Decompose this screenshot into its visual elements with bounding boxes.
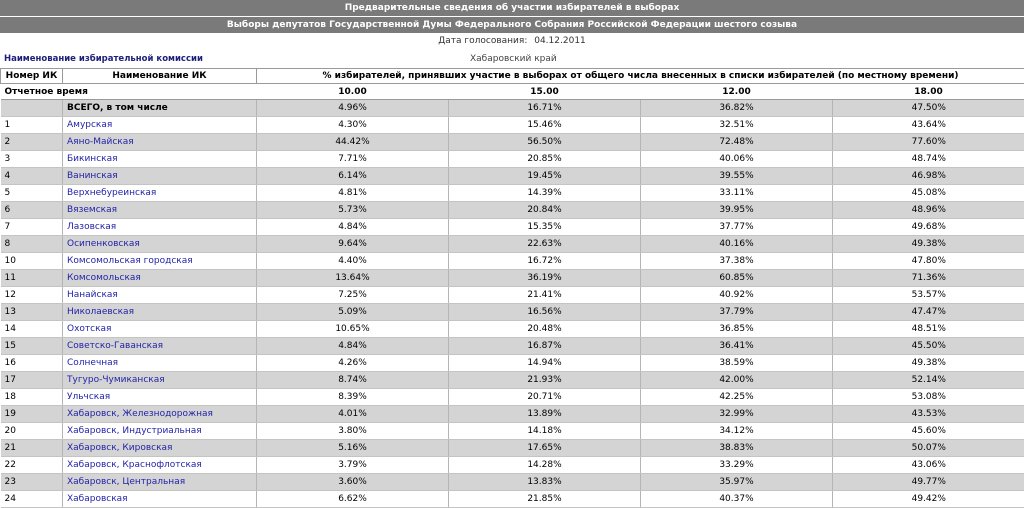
turnout-value: 5.73%: [257, 202, 449, 219]
turnout-value: 40.37%: [641, 491, 833, 508]
commission-line: [0, 50, 1024, 68]
time-header: 15.00: [449, 84, 641, 100]
turnout-value: 33.29%: [641, 457, 833, 474]
ik-name-cell: [63, 185, 257, 202]
turnout-value: 20.84%: [449, 202, 641, 219]
turnout-value: 3.60%: [257, 474, 449, 491]
ik-name-link[interactable]: Аяно-Майская: [67, 137, 134, 147]
election-title: Выборы депутатов Государственной Думы Федерального Собрания Российской Федерации шестого созыва: [0, 17, 1024, 33]
turnout-value: 17.65%: [449, 440, 641, 457]
ik-number: 14: [1, 321, 63, 338]
table-row: [1, 389, 1024, 406]
turnout-value: 42.00%: [641, 372, 833, 389]
turnout-value: 20.85%: [449, 151, 641, 168]
turnout-value: 53.08%: [833, 389, 1024, 406]
col-header-name: Наименование ИК: [63, 69, 257, 84]
ik-name-cell: [63, 457, 257, 474]
turnout-value: 21.85%: [449, 491, 641, 508]
table-row: [1, 134, 1024, 151]
turnout-value: 10.65%: [257, 321, 449, 338]
table-row: [1, 474, 1024, 491]
ik-name-link[interactable]: Бикинская: [67, 154, 118, 164]
turnout-value: 40.16%: [641, 236, 833, 253]
ik-number: 22: [1, 457, 63, 474]
turnout-table: [0, 68, 1024, 508]
turnout-value: 38.59%: [641, 355, 833, 372]
vote-date: [0, 33, 1024, 50]
turnout-value: 48.96%: [833, 202, 1024, 219]
table-row: [1, 117, 1024, 134]
turnout-value: 14.18%: [449, 423, 641, 440]
turnout-value: 8.39%: [257, 389, 449, 406]
turnout-value: 47.80%: [833, 253, 1024, 270]
turnout-value: 45.60%: [833, 423, 1024, 440]
ik-name-link[interactable]: Хабаровская: [67, 494, 128, 504]
turnout-value: 4.84%: [257, 219, 449, 236]
ik-number: 11: [1, 270, 63, 287]
ik-name-cell: [63, 338, 257, 355]
turnout-value: 72.48%: [641, 134, 833, 151]
ik-number: 23: [1, 474, 63, 491]
turnout-value: 43.64%: [833, 117, 1024, 134]
table-header-row: [1, 69, 1024, 84]
ik-name-link[interactable]: Хабаровск, Центральная: [67, 477, 185, 487]
ik-name-cell: [63, 389, 257, 406]
ik-name-cell: [63, 423, 257, 440]
turnout-value: 52.14%: [833, 372, 1024, 389]
turnout-value: 4.01%: [257, 406, 449, 423]
table-row: [1, 491, 1024, 508]
turnout-value: 21.41%: [449, 287, 641, 304]
table-row: [1, 287, 1024, 304]
turnout-value: 43.53%: [833, 406, 1024, 423]
turnout-value: 77.60%: [833, 134, 1024, 151]
total-row: [1, 100, 1024, 117]
turnout-value: 15.46%: [449, 117, 641, 134]
time-header: 18.00: [833, 84, 1024, 100]
ik-name-link[interactable]: Ванинская: [67, 171, 118, 181]
turnout-value: 46.98%: [833, 168, 1024, 185]
table-row: [1, 406, 1024, 423]
turnout-value: 45.08%: [833, 185, 1024, 202]
ik-name-cell: [63, 406, 257, 423]
table-row: [1, 270, 1024, 287]
total-value: 4.96%: [257, 100, 449, 117]
turnout-value: 19.45%: [449, 168, 641, 185]
turnout-value: 34.12%: [641, 423, 833, 440]
turnout-value: 56.50%: [449, 134, 641, 151]
ik-name-cell: [63, 168, 257, 185]
ik-number: 13: [1, 304, 63, 321]
turnout-value: 4.26%: [257, 355, 449, 372]
ik-number: 20: [1, 423, 63, 440]
turnout-value: 15.35%: [449, 219, 641, 236]
ik-number: 10: [1, 253, 63, 270]
turnout-value: 3.79%: [257, 457, 449, 474]
ik-number: 5: [1, 185, 63, 202]
ik-number: 18: [1, 389, 63, 406]
ik-name-cell: [63, 117, 257, 134]
ik-number: 7: [1, 219, 63, 236]
table-row: [1, 219, 1024, 236]
ik-name-link[interactable]: Охотская: [67, 324, 111, 334]
ik-name-link[interactable]: Хабаровск, Краснофлотская: [67, 460, 202, 470]
turnout-value: 7.71%: [257, 151, 449, 168]
table-row: [1, 372, 1024, 389]
turnout-value: 48.51%: [833, 321, 1024, 338]
ik-name-link[interactable]: Тугуро-Чумиканская: [67, 375, 165, 385]
turnout-value: 6.14%: [257, 168, 449, 185]
commission-label: Наименование избирательной комиссии: [4, 50, 203, 68]
turnout-value: 37.79%: [641, 304, 833, 321]
total-value: 47.50%: [833, 100, 1024, 117]
turnout-value: 37.38%: [641, 253, 833, 270]
turnout-value: 36.85%: [641, 321, 833, 338]
turnout-value: 33.11%: [641, 185, 833, 202]
turnout-value: 20.48%: [449, 321, 641, 338]
turnout-value: 16.56%: [449, 304, 641, 321]
turnout-value: 16.72%: [449, 253, 641, 270]
ik-name-cell: [63, 253, 257, 270]
turnout-value: 14.28%: [449, 457, 641, 474]
total-name: ВСЕГО, в том числе: [63, 100, 257, 117]
ik-name-cell: [63, 372, 257, 389]
ik-number: 17: [1, 372, 63, 389]
ik-name-cell: [63, 134, 257, 151]
ik-name-cell: [63, 219, 257, 236]
turnout-value: 49.77%: [833, 474, 1024, 491]
turnout-value: 4.40%: [257, 253, 449, 270]
turnout-value: 20.71%: [449, 389, 641, 406]
turnout-value: 71.36%: [833, 270, 1024, 287]
turnout-value: 36.41%: [641, 338, 833, 355]
turnout-value: 5.16%: [257, 440, 449, 457]
ik-number: 1: [1, 117, 63, 134]
ik-name-link[interactable]: Амурская: [67, 120, 112, 130]
col-header-pct: % избирателей, принявших участие в выборах от общего числа внесенных в списки избирателей (по местному времени): [257, 69, 1024, 84]
ik-number: 3: [1, 151, 63, 168]
table-row: [1, 355, 1024, 372]
ik-name-cell: [63, 321, 257, 338]
ik-name-link[interactable]: Верхнебуреинская: [67, 188, 156, 198]
ik-name-link[interactable]: Лазовская: [67, 222, 116, 232]
turnout-value: 8.74%: [257, 372, 449, 389]
turnout-value: 4.84%: [257, 338, 449, 355]
table-row: [1, 338, 1024, 355]
ik-name-cell: [63, 236, 257, 253]
commission-value: Хабаровский край: [470, 50, 557, 68]
vote-date-label: Дата голосования:: [438, 36, 527, 46]
ik-name-link[interactable]: Николаевская: [67, 307, 134, 317]
page-title: Предварительные сведения об участии избирателей в выборах: [0, 0, 1024, 17]
turnout-value: 43.06%: [833, 457, 1024, 474]
turnout-value: 32.99%: [641, 406, 833, 423]
turnout-value: 38.83%: [641, 440, 833, 457]
table-row: [1, 202, 1024, 219]
ik-number: 19: [1, 406, 63, 423]
turnout-value: 42.25%: [641, 389, 833, 406]
ik-name-link[interactable]: Вяземская: [67, 205, 117, 215]
turnout-value: 40.06%: [641, 151, 833, 168]
turnout-value: 4.30%: [257, 117, 449, 134]
col-header-num: Номер ИК: [1, 69, 63, 84]
turnout-value: 35.97%: [641, 474, 833, 491]
turnout-value: 49.42%: [833, 491, 1024, 508]
ik-name-link[interactable]: Хабаровск, Индустриальная: [67, 426, 202, 436]
table-row: [1, 321, 1024, 338]
ik-name-link[interactable]: Комсомольская: [67, 273, 141, 283]
total-value: 36.82%: [641, 100, 833, 117]
ik-number: 21: [1, 440, 63, 457]
table-row: [1, 168, 1024, 185]
ik-name-cell: [63, 151, 257, 168]
turnout-value: 21.93%: [449, 372, 641, 389]
turnout-value: 13.83%: [449, 474, 641, 491]
table-row: [1, 423, 1024, 440]
total-num-cell: [1, 100, 63, 117]
ik-name-link[interactable]: Советско-Гаванская: [67, 341, 163, 351]
turnout-value: 16.87%: [449, 338, 641, 355]
time-header: 10.00: [257, 84, 449, 100]
turnout-value: 39.95%: [641, 202, 833, 219]
ik-number: 8: [1, 236, 63, 253]
table-row: [1, 253, 1024, 270]
turnout-value: 37.77%: [641, 219, 833, 236]
ik-number: 6: [1, 202, 63, 219]
ik-name-cell: [63, 202, 257, 219]
turnout-value: 39.55%: [641, 168, 833, 185]
turnout-value: 44.42%: [257, 134, 449, 151]
turnout-value: 9.64%: [257, 236, 449, 253]
turnout-value: 4.81%: [257, 185, 449, 202]
turnout-value: 13.89%: [449, 406, 641, 423]
turnout-value: 22.63%: [449, 236, 641, 253]
ik-name-cell: [63, 287, 257, 304]
total-value: 16.71%: [449, 100, 641, 117]
ik-name-link[interactable]: Хабаровск, Кировская: [67, 443, 172, 453]
ik-number: 12: [1, 287, 63, 304]
ik-number: 2: [1, 134, 63, 151]
time-header: 12.00: [641, 84, 833, 100]
ik-name-link[interactable]: Ульчская: [67, 392, 110, 402]
turnout-value: 14.39%: [449, 185, 641, 202]
turnout-value: 53.57%: [833, 287, 1024, 304]
table-row: [1, 236, 1024, 253]
ik-number: 24: [1, 491, 63, 508]
ik-name-cell: [63, 440, 257, 457]
table-row: [1, 304, 1024, 321]
ik-number: 15: [1, 338, 63, 355]
ik-name-cell: [63, 355, 257, 372]
table-row: [1, 457, 1024, 474]
ik-number: 16: [1, 355, 63, 372]
turnout-value: 6.62%: [257, 491, 449, 508]
turnout-value: 7.25%: [257, 287, 449, 304]
vote-date-value: 04.12.2011: [534, 36, 586, 46]
turnout-value: 5.09%: [257, 304, 449, 321]
ik-name-cell: [63, 270, 257, 287]
ik-name-link[interactable]: Комсомольская городская: [67, 256, 193, 266]
table-row: [1, 440, 1024, 457]
turnout-value: 47.47%: [833, 304, 1024, 321]
ik-name-link[interactable]: Хабаровск, Железнодорожная: [67, 409, 213, 419]
turnout-value: 50.07%: [833, 440, 1024, 457]
turnout-value: 40.92%: [641, 287, 833, 304]
turnout-value: 14.94%: [449, 355, 641, 372]
ik-name-link[interactable]: Солнечная: [67, 358, 118, 368]
turnout-value: 32.51%: [641, 117, 833, 134]
ik-name-cell: [63, 491, 257, 508]
table-row: [1, 151, 1024, 168]
table-row: [1, 185, 1024, 202]
turnout-value: 48.74%: [833, 151, 1024, 168]
turnout-value: 3.80%: [257, 423, 449, 440]
turnout-value: 13.64%: [257, 270, 449, 287]
turnout-value: 60.85%: [641, 270, 833, 287]
report-time-label: Отчетное время: [1, 84, 257, 100]
turnout-value: 49.68%: [833, 219, 1024, 236]
ik-name-link[interactable]: Нанайская: [67, 290, 118, 300]
report-time-row: [1, 84, 1024, 100]
ik-name-link[interactable]: Осипенковская: [67, 239, 140, 249]
ik-name-cell: [63, 474, 257, 491]
turnout-value: 36.19%: [449, 270, 641, 287]
ik-name-cell: [63, 304, 257, 321]
turnout-value: 45.50%: [833, 338, 1024, 355]
turnout-value: 49.38%: [833, 236, 1024, 253]
ik-number: 4: [1, 168, 63, 185]
turnout-value: 49.38%: [833, 355, 1024, 372]
